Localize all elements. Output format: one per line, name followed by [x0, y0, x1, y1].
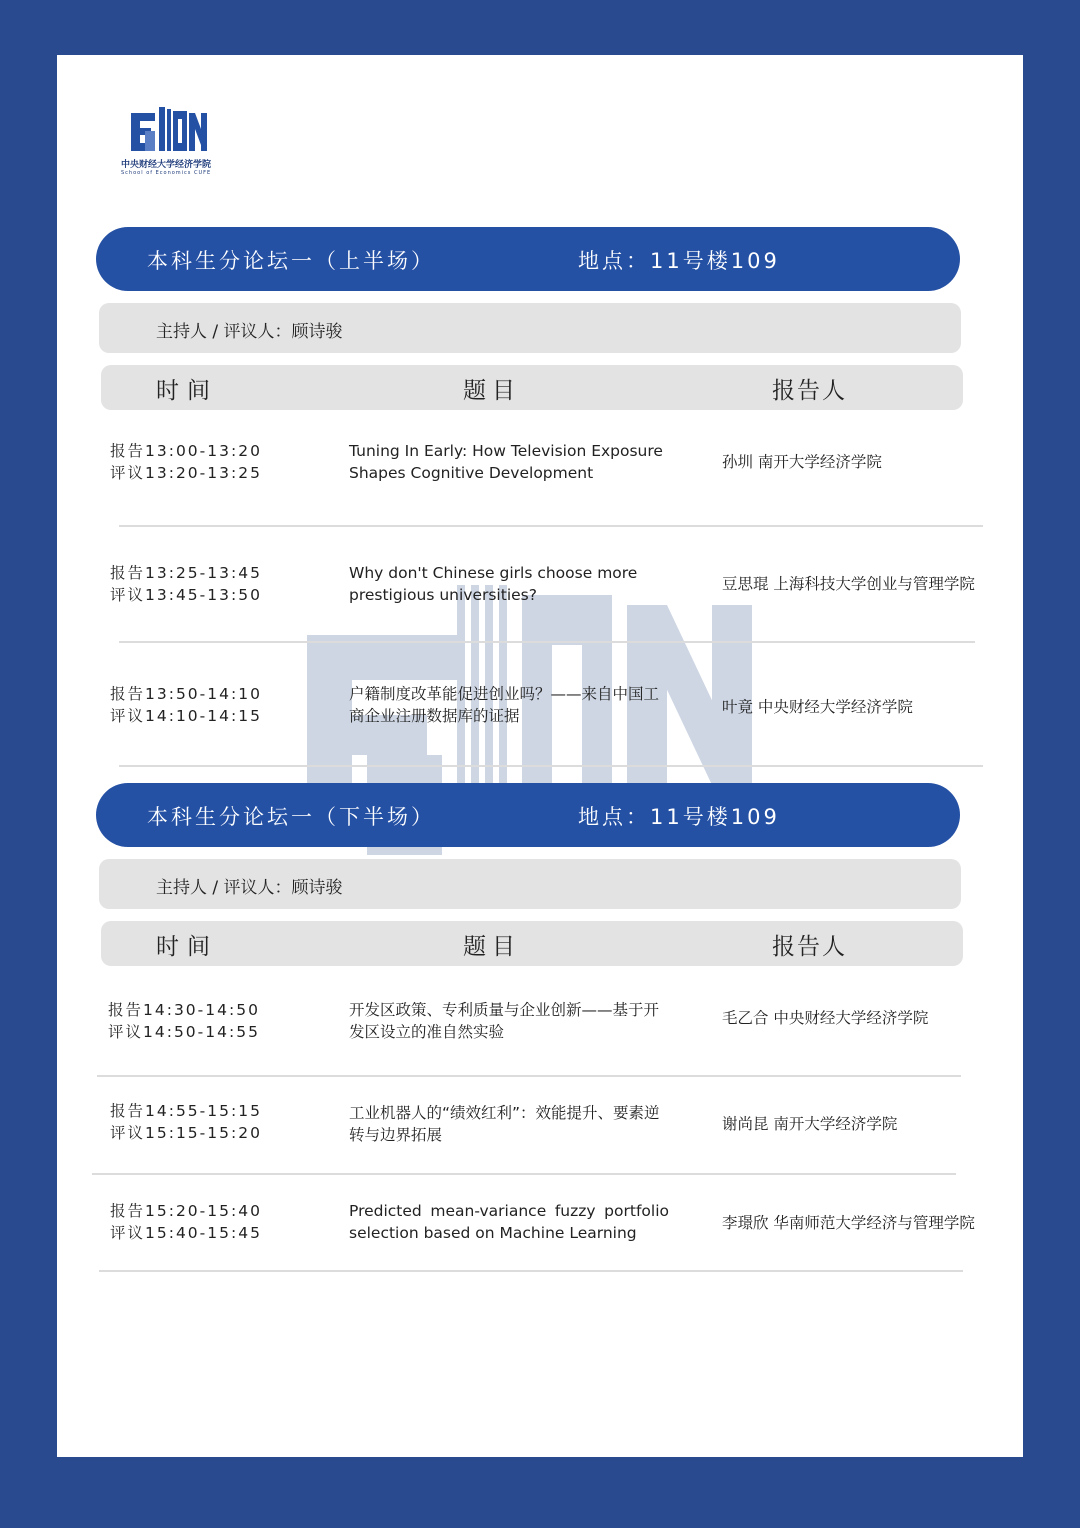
time-cell	[110, 1200, 262, 1244]
host-bar	[99, 859, 961, 909]
row-divider	[97, 1075, 961, 1077]
report-time: 报告13:25-13:45	[110, 564, 262, 582]
report-time: 报告14:55-15:15	[110, 1102, 262, 1120]
topic-cell: Tuning In Early: How Television Exposure Shapes Cognitive Development	[349, 442, 663, 482]
header-time: 时间	[156, 378, 218, 404]
header-topic: 题目	[463, 378, 521, 404]
speaker-cell: 孙圳 南开大学经济学院	[722, 453, 882, 471]
topic-cell: Predicted mean-variance fuzzy portfolio selection based on Machine Learning	[349, 1202, 669, 1242]
program-page	[57, 55, 1023, 1457]
review-time: 评议13:45-13:50	[110, 586, 262, 604]
speaker-cell: 谢尚昆 南开大学经济学院	[722, 1115, 898, 1133]
session-title: 本科生分论坛一（上半场）	[147, 249, 435, 273]
time-cell	[110, 562, 262, 606]
logo-chinese-name: 中央财经大学经济学院	[121, 160, 212, 170]
speaker-cell: 叶竟 中央财经大学经济学院	[722, 698, 913, 716]
row-divider	[119, 765, 983, 767]
report-time: 报告14:30-14:50	[108, 1001, 260, 1019]
session-banner	[96, 783, 960, 847]
speaker-cell: 李璟欣 华南师范大学经济与管理学院	[722, 1214, 975, 1232]
session-title: 本科生分论坛一（下半场）	[147, 805, 435, 829]
topic-cell: Why don't Chinese girls choose more prestigious universities?	[349, 564, 638, 604]
time-cell	[110, 1100, 262, 1144]
review-time: 评议13:20-13:25	[110, 464, 262, 482]
time-cell	[110, 683, 262, 727]
table-header	[101, 921, 963, 966]
review-time: 评议15:15-15:20	[110, 1124, 262, 1142]
time-cell	[108, 999, 260, 1043]
review-time: 评议14:50-14:55	[108, 1023, 260, 1041]
topic-cell: 户籍制度改革能促进创业吗？——来自中国工商企业注册数据库的证据	[349, 685, 660, 725]
topic-cell: 开发区政策、专利质量与企业创新——基于开发区设立的准自然实验	[349, 1001, 660, 1041]
review-time: 评议15:40-15:45	[110, 1224, 262, 1242]
review-time: 评议14:10-14:15	[110, 707, 262, 725]
header-topic: 题目	[463, 934, 521, 960]
header-time: 时间	[156, 934, 218, 960]
row-divider	[99, 1270, 963, 1272]
report-time: 报告13:00-13:20	[110, 442, 262, 460]
host-text: 主持人 / 评议人：顾诗骏	[156, 878, 343, 898]
session-location: 地点：11号楼109	[578, 805, 780, 829]
logo-english-name: School of Economics CUFE	[121, 170, 212, 176]
host-bar	[99, 303, 961, 353]
speaker-cell: 毛乙合 中央财经大学经济学院	[722, 1009, 929, 1027]
econ-logo-icon	[131, 107, 211, 153]
speaker-cell: 豆思琨 上海科技大学创业与管理学院	[722, 575, 975, 593]
report-time: 报告13:50-14:10	[110, 685, 262, 703]
session-banner	[96, 227, 960, 291]
host-text: 主持人 / 评议人：顾诗骏	[156, 322, 343, 342]
row-divider	[92, 1173, 956, 1175]
session-location: 地点：11号楼109	[578, 249, 780, 273]
row-divider	[119, 641, 975, 643]
header-speaker: 报告人	[772, 378, 847, 404]
report-time: 报告15:20-15:40	[110, 1202, 262, 1220]
time-cell	[110, 440, 262, 484]
topic-cell: 工业机器人的“绩效红利”：效能提升、要素逆转与边界拓展	[349, 1104, 660, 1144]
header-speaker: 报告人	[772, 934, 847, 960]
table-header	[101, 365, 963, 410]
row-divider	[119, 525, 983, 527]
school-logo	[121, 107, 231, 179]
